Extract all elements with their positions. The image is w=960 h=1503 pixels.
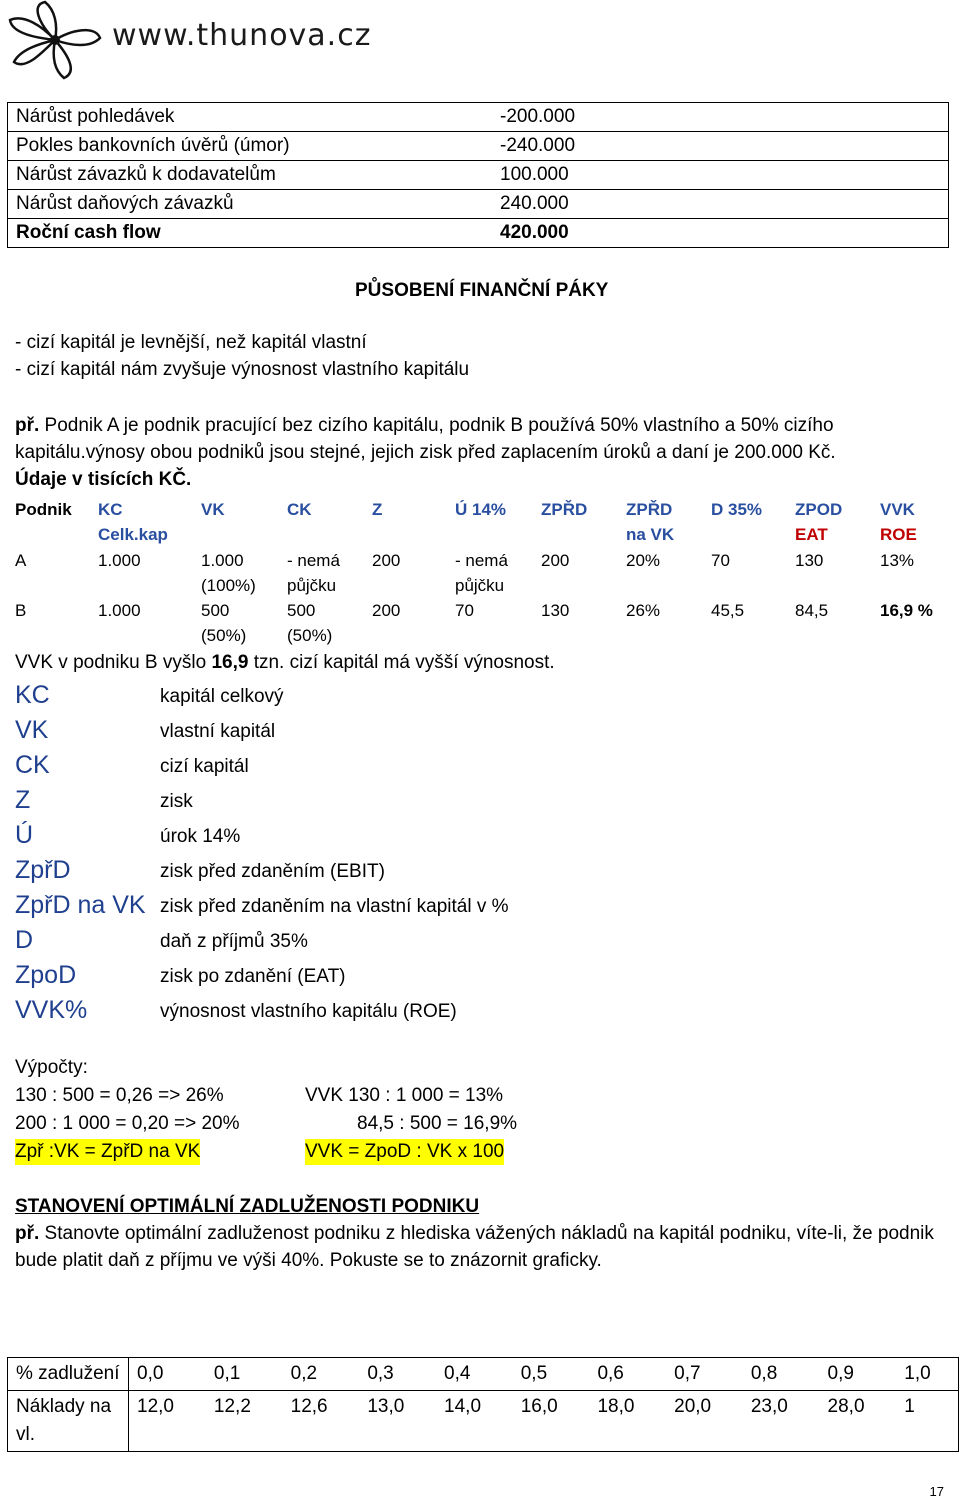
table-cell: 0,3 bbox=[359, 1358, 436, 1391]
table-cell: 0,5 bbox=[513, 1358, 590, 1391]
table-cell: 23,0 bbox=[743, 1391, 820, 1452]
cell-u-2: půjčku bbox=[455, 576, 505, 595]
legend-desc: cizí kapitál bbox=[160, 756, 249, 777]
cell-ck-2: půjčku bbox=[287, 576, 337, 595]
legend-desc: zisk po zdanění (EAT) bbox=[160, 966, 346, 987]
legend-desc: daň z příjmů 35% bbox=[160, 931, 308, 952]
calc-title: Výpočty: bbox=[15, 1057, 88, 1078]
cell-ck-2: (50%) bbox=[287, 626, 333, 645]
table-cell: 0,9 bbox=[820, 1358, 897, 1391]
cf-label: Nárůst závazků k dodavatelům bbox=[8, 161, 493, 190]
legend-desc: výnosnost vlastního kapitálu (ROE) bbox=[160, 1001, 457, 1022]
debt-table bbox=[7, 1357, 959, 1452]
col-header: CK bbox=[287, 500, 312, 519]
cf-value: -240.000 bbox=[492, 132, 949, 161]
cell-u: - nemá bbox=[455, 551, 508, 570]
table-cell: 12,2 bbox=[206, 1391, 283, 1452]
calc-line: 200 : 1 000 = 0,20 => 20% bbox=[15, 1113, 240, 1134]
cell-zprd-vk: 26% bbox=[626, 601, 661, 620]
legend-abbr: ZpoD bbox=[15, 961, 77, 989]
table-cell: 0,1 bbox=[206, 1358, 283, 1391]
page-number: 17 bbox=[929, 1484, 944, 1499]
cell-zprd-vk: 20% bbox=[626, 551, 661, 570]
legend-abbr: Ú bbox=[15, 821, 34, 849]
col-header: D 35% bbox=[711, 500, 763, 519]
table-row bbox=[8, 103, 949, 132]
cell-ck: 500 bbox=[287, 601, 316, 620]
cf-label: Nárůst daňových závazků bbox=[8, 190, 493, 219]
legend-abbr: CK bbox=[15, 751, 50, 779]
cell-zprd: 200 bbox=[541, 551, 570, 570]
legend-desc: zisk před zdaněním na vlastní kapitál v % bbox=[160, 896, 509, 917]
table-cell: 0,7 bbox=[666, 1358, 743, 1391]
cf-label: Roční cash flow bbox=[8, 219, 493, 248]
col-header: ZPŘD bbox=[626, 500, 673, 519]
col-header: ZPŘD bbox=[541, 500, 588, 519]
units-note: Údaje v tisících KČ. bbox=[15, 469, 192, 490]
table-row bbox=[8, 161, 949, 190]
table-cell: 12,0 bbox=[129, 1391, 206, 1452]
table-cell: 0,0 bbox=[129, 1358, 206, 1391]
table-row bbox=[8, 190, 949, 219]
legend-abbr: D bbox=[15, 926, 34, 954]
task-text: Stanovte optimální zadluženost podniku z hlediska vážených nákladů na kapitál podniku, víte-li, že podnik bude platit daň z příjmu ve výši 40%. Pokuste se to znázornit graficky. bbox=[15, 1223, 934, 1271]
col-header: KC bbox=[98, 500, 123, 519]
cell-zpod: 130 bbox=[795, 551, 824, 570]
legend-abbr: ZpřD na VK bbox=[15, 891, 146, 919]
cell-kc: 1.000 bbox=[98, 601, 141, 620]
col-header: na VK bbox=[626, 525, 675, 544]
cell-d: 45,5 bbox=[711, 601, 745, 620]
legend-abbr: VK bbox=[15, 716, 49, 744]
cell-vk-pct: (100%) bbox=[201, 576, 256, 595]
table-row bbox=[8, 219, 949, 248]
cell-podnik: A bbox=[15, 551, 27, 570]
legend-desc: kapitál celkový bbox=[160, 686, 284, 707]
conclusion-value: 16,9 bbox=[211, 652, 249, 673]
task-prefix: př. bbox=[15, 1223, 40, 1244]
table-cell: 14,0 bbox=[436, 1391, 513, 1452]
cell-vk: 500 bbox=[201, 601, 230, 620]
col-header: Celk.kap bbox=[98, 525, 168, 544]
cell-ck: - nemá bbox=[287, 551, 340, 570]
table-cell: 1,0 bbox=[896, 1358, 958, 1391]
calc-formula: Zpř :VK = ZpřD na VK bbox=[15, 1139, 200, 1165]
logo bbox=[0, 0, 372, 80]
table-cell: 18,0 bbox=[589, 1391, 666, 1452]
cell-u: 70 bbox=[455, 601, 474, 620]
table-cell: 0,6 bbox=[589, 1358, 666, 1391]
conclusion-a: VVK v podniku B vyšlo bbox=[15, 652, 212, 673]
calc-line: 130 : 500 = 0,26 => 26% bbox=[15, 1085, 224, 1106]
table-cell: 12,6 bbox=[283, 1391, 360, 1452]
cell-z: 200 bbox=[372, 601, 401, 620]
table-cell: 28,0 bbox=[820, 1391, 897, 1452]
conclusion-c: tzn. cizí kapitál má vyšší výnosnost. bbox=[248, 652, 555, 673]
col-header: ZPOD bbox=[795, 500, 843, 519]
cell-vk: 1.000 bbox=[201, 551, 244, 570]
cell-d: 70 bbox=[711, 551, 730, 570]
col-header: VVK bbox=[880, 500, 915, 519]
cell-vvk: 16,9 % bbox=[880, 601, 933, 620]
cell-vvk: 13% bbox=[880, 551, 915, 570]
logo-text[interactable]: www.thunova.cz bbox=[112, 18, 372, 53]
cf-value: 420.000 bbox=[492, 219, 949, 248]
col-header: EAT bbox=[795, 525, 828, 544]
col-header: ROE bbox=[880, 525, 917, 544]
bullet-text: - cizí kapitál je levnější, než kapitál vlastní bbox=[15, 332, 367, 353]
example-text: Podnik A je podnik pracující bez cizího kapitálu, podnik B používá 50% vlastního a 50% cizího kapitálu.výnosy obou podniků jsou stejné, jejich zisk před zaplacením úroků a daní je 200.000 Kč. bbox=[15, 415, 836, 463]
section-heading: STANOVENÍ OPTIMÁLNÍ ZADLUŽENOSTI PODNIKU bbox=[15, 1196, 480, 1217]
legend-desc: vlastní kapitál bbox=[160, 721, 276, 742]
legend-abbr: ZpřD bbox=[15, 856, 71, 884]
row-label: % zadlužení bbox=[8, 1358, 129, 1391]
cashflow-table bbox=[7, 102, 949, 248]
legend-desc: úrok 14% bbox=[160, 826, 241, 847]
row-label: Náklady na vl. bbox=[8, 1391, 129, 1452]
cf-value: 240.000 bbox=[492, 190, 949, 219]
legend-desc: zisk bbox=[160, 791, 193, 812]
table-cell: 20,0 bbox=[666, 1391, 743, 1452]
bullet-text: - cizí kapitál nám zvyšuje výnosnost vlastního kapitálu bbox=[15, 359, 470, 380]
table-cell: 0,2 bbox=[283, 1358, 360, 1391]
table-row bbox=[8, 132, 949, 161]
calc-line: VVK 130 : 1 000 = 13% bbox=[305, 1085, 504, 1106]
col-header: Z bbox=[372, 500, 383, 519]
cell-zprd: 130 bbox=[541, 601, 570, 620]
legend-desc: zisk před zdaněním (EBIT) bbox=[160, 861, 385, 882]
legend-abbr: KC bbox=[15, 681, 50, 709]
col-header: Ú 14% bbox=[455, 500, 507, 519]
flower-logo-icon bbox=[0, 0, 110, 80]
calc-formula: VVK = ZpoD : VK x 100 bbox=[305, 1139, 504, 1165]
cf-label: Nárůst pohledávek bbox=[8, 103, 493, 132]
table-row bbox=[8, 1358, 959, 1391]
legend-abbr: VVK% bbox=[15, 996, 88, 1024]
cf-value: -200.000 bbox=[492, 103, 949, 132]
example-prefix: př. bbox=[15, 415, 40, 436]
cell-zpod: 84,5 bbox=[795, 601, 829, 620]
table-cell: 16,0 bbox=[513, 1391, 590, 1452]
table-row bbox=[8, 1391, 959, 1452]
cf-label: Pokles bankovních úvěrů (úmor) bbox=[8, 132, 493, 161]
task-paragraph bbox=[15, 1220, 950, 1274]
cell-vk-pct: (50%) bbox=[201, 626, 247, 645]
section-heading: PŮSOBENÍ FINANČNÍ PÁKY bbox=[355, 280, 609, 301]
calc-line: 84,5 : 500 = 16,9% bbox=[357, 1113, 518, 1134]
legend-abbr: Z bbox=[15, 786, 31, 814]
conclusion bbox=[15, 650, 555, 676]
cell-kc: 1.000 bbox=[98, 551, 141, 570]
table-cell: 1 bbox=[896, 1391, 958, 1452]
col-header: VK bbox=[201, 500, 225, 519]
table-cell: 0,8 bbox=[743, 1358, 820, 1391]
cell-z: 200 bbox=[372, 551, 401, 570]
example-paragraph bbox=[15, 412, 950, 493]
table-cell: 13,0 bbox=[359, 1391, 436, 1452]
cf-value: 100.000 bbox=[492, 161, 949, 190]
table-cell: 0,4 bbox=[436, 1358, 513, 1391]
cell-podnik: B bbox=[15, 601, 27, 620]
col-header: Podnik bbox=[15, 500, 72, 519]
